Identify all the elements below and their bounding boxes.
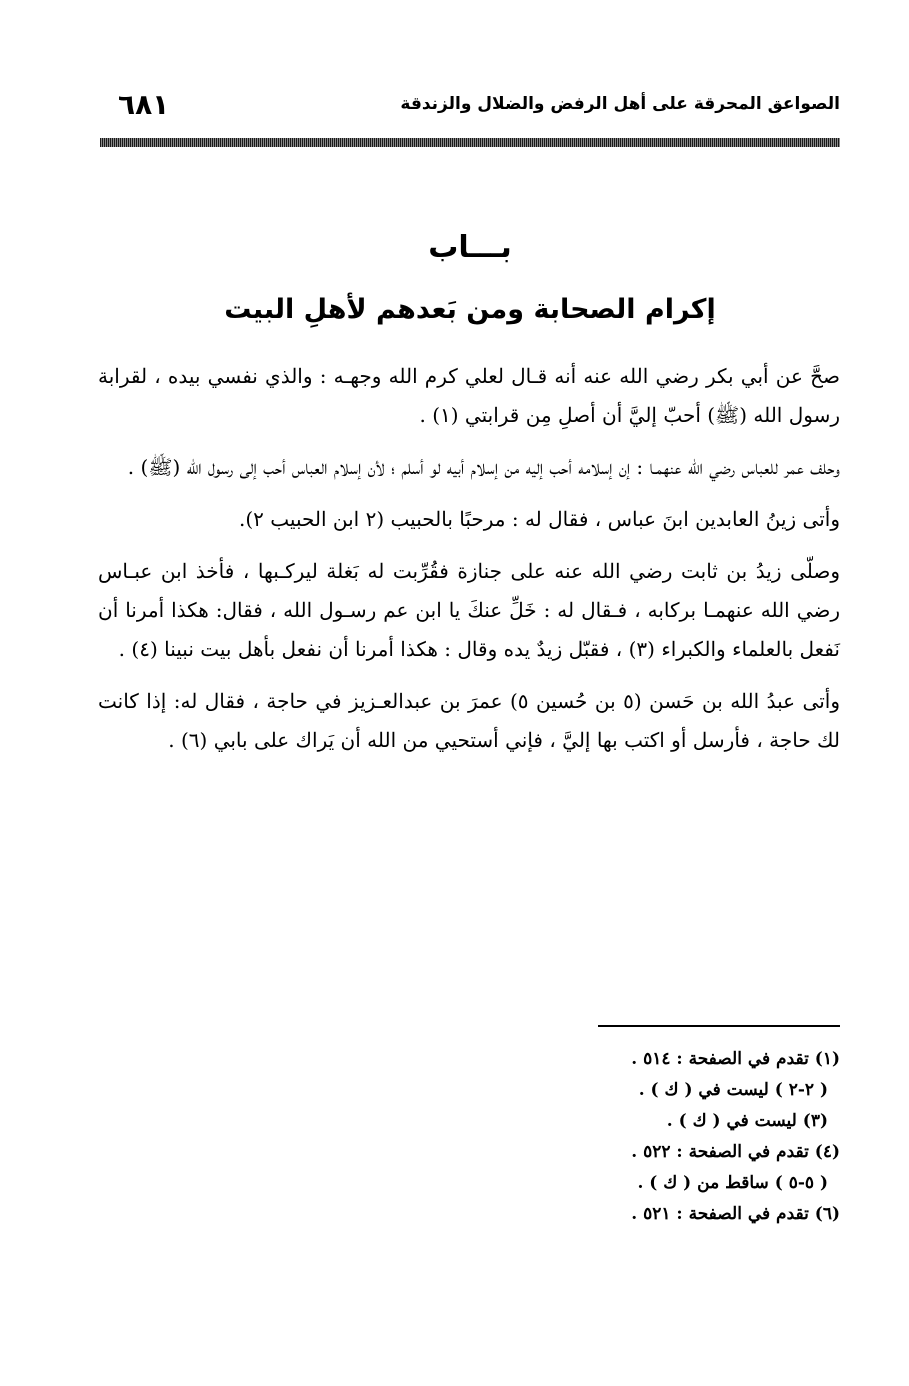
header-rule bbox=[100, 138, 840, 147]
running-title: الصواعق المحرقة على أهل الرفض والضلال والزندقة bbox=[400, 94, 840, 114]
paragraph: وأتى زينُ العابدين ابنَ عباس ، فقال له : مرحبًا بالحبيب (٢ ابن الحبيب ٢). bbox=[238, 507, 840, 531]
footnote: (٣) ليست في ( ك ) . bbox=[666, 1111, 828, 1131]
paragraph: وحلف عمر للعباس رضي الله عنهمـا : إن إسلامه أحب إليه من إسلام أبيه لو أسلم ؛ لأن إسلام العباس أحب إلى رسول الله (ﷺ) . bbox=[127, 455, 840, 479]
footnote: (٤) تقدم في الصفحة : ٥٢٢ . bbox=[631, 1142, 840, 1162]
paragraph: وصلّى زيدُ بن ثابت رضي الله عنه على جنازة فقُرِّبت له بَغلة ليركـبها ، فأخذ ابن عبـاس رضي الله عنهمـا بركابه ، فـقال له : خَلِّ عنكَ يا ابن عم رسـول الله ، فقال: هكذا أمرنا أن نَفعل بالعلماء والكبراء (٣) ، فقبّل زيدٌ يده وقال : هكذا أمرنا أن نفعل بأهل بيت نبينا (٤) . bbox=[98, 559, 840, 661]
chapter-heading: بـــاب bbox=[428, 230, 512, 265]
page-number: ٦٨١ bbox=[118, 88, 170, 121]
body-text bbox=[98, 357, 840, 773]
paragraph: وأتى عبدُ الله بن حَسن (٥ بن حُسين ٥) عمرَ بن عبدالعـزيز في حاجة ، فقال له: إذا كانت لك حاجة ، فأرسل أو اكتب بها إليَّ ، فإني أستحيي من الله أن يَراك على بابي (٦) . bbox=[98, 689, 840, 752]
footnotes bbox=[340, 1044, 840, 1230]
page-header bbox=[100, 88, 840, 126]
footnote: (٦) تقدم في الصفحة : ٥٢١ . bbox=[631, 1204, 840, 1224]
footnote: ( ٥-٥ ) ساقط من ( ك ) . bbox=[637, 1173, 828, 1193]
footnote: (١) تقدم في الصفحة : ٥١٤ . bbox=[631, 1049, 840, 1069]
footnote: ( ٢-٢ ) ليست في ( ك ) . bbox=[638, 1080, 828, 1100]
footnote-separator bbox=[598, 1025, 840, 1027]
chapter-title: إكرام الصحابة ومن بَعدهم لأهلِ البيت bbox=[224, 294, 716, 325]
paragraph: صحَّ عن أبي بكر رضي الله عنه أنه قـال لعلي كرم الله وجهـه : والذي نفسي بيده ، لقرابة رسول الله (ﷺ) أحبّ إليَّ أن أصلِ مِن قرابتي (١) . bbox=[98, 364, 840, 427]
